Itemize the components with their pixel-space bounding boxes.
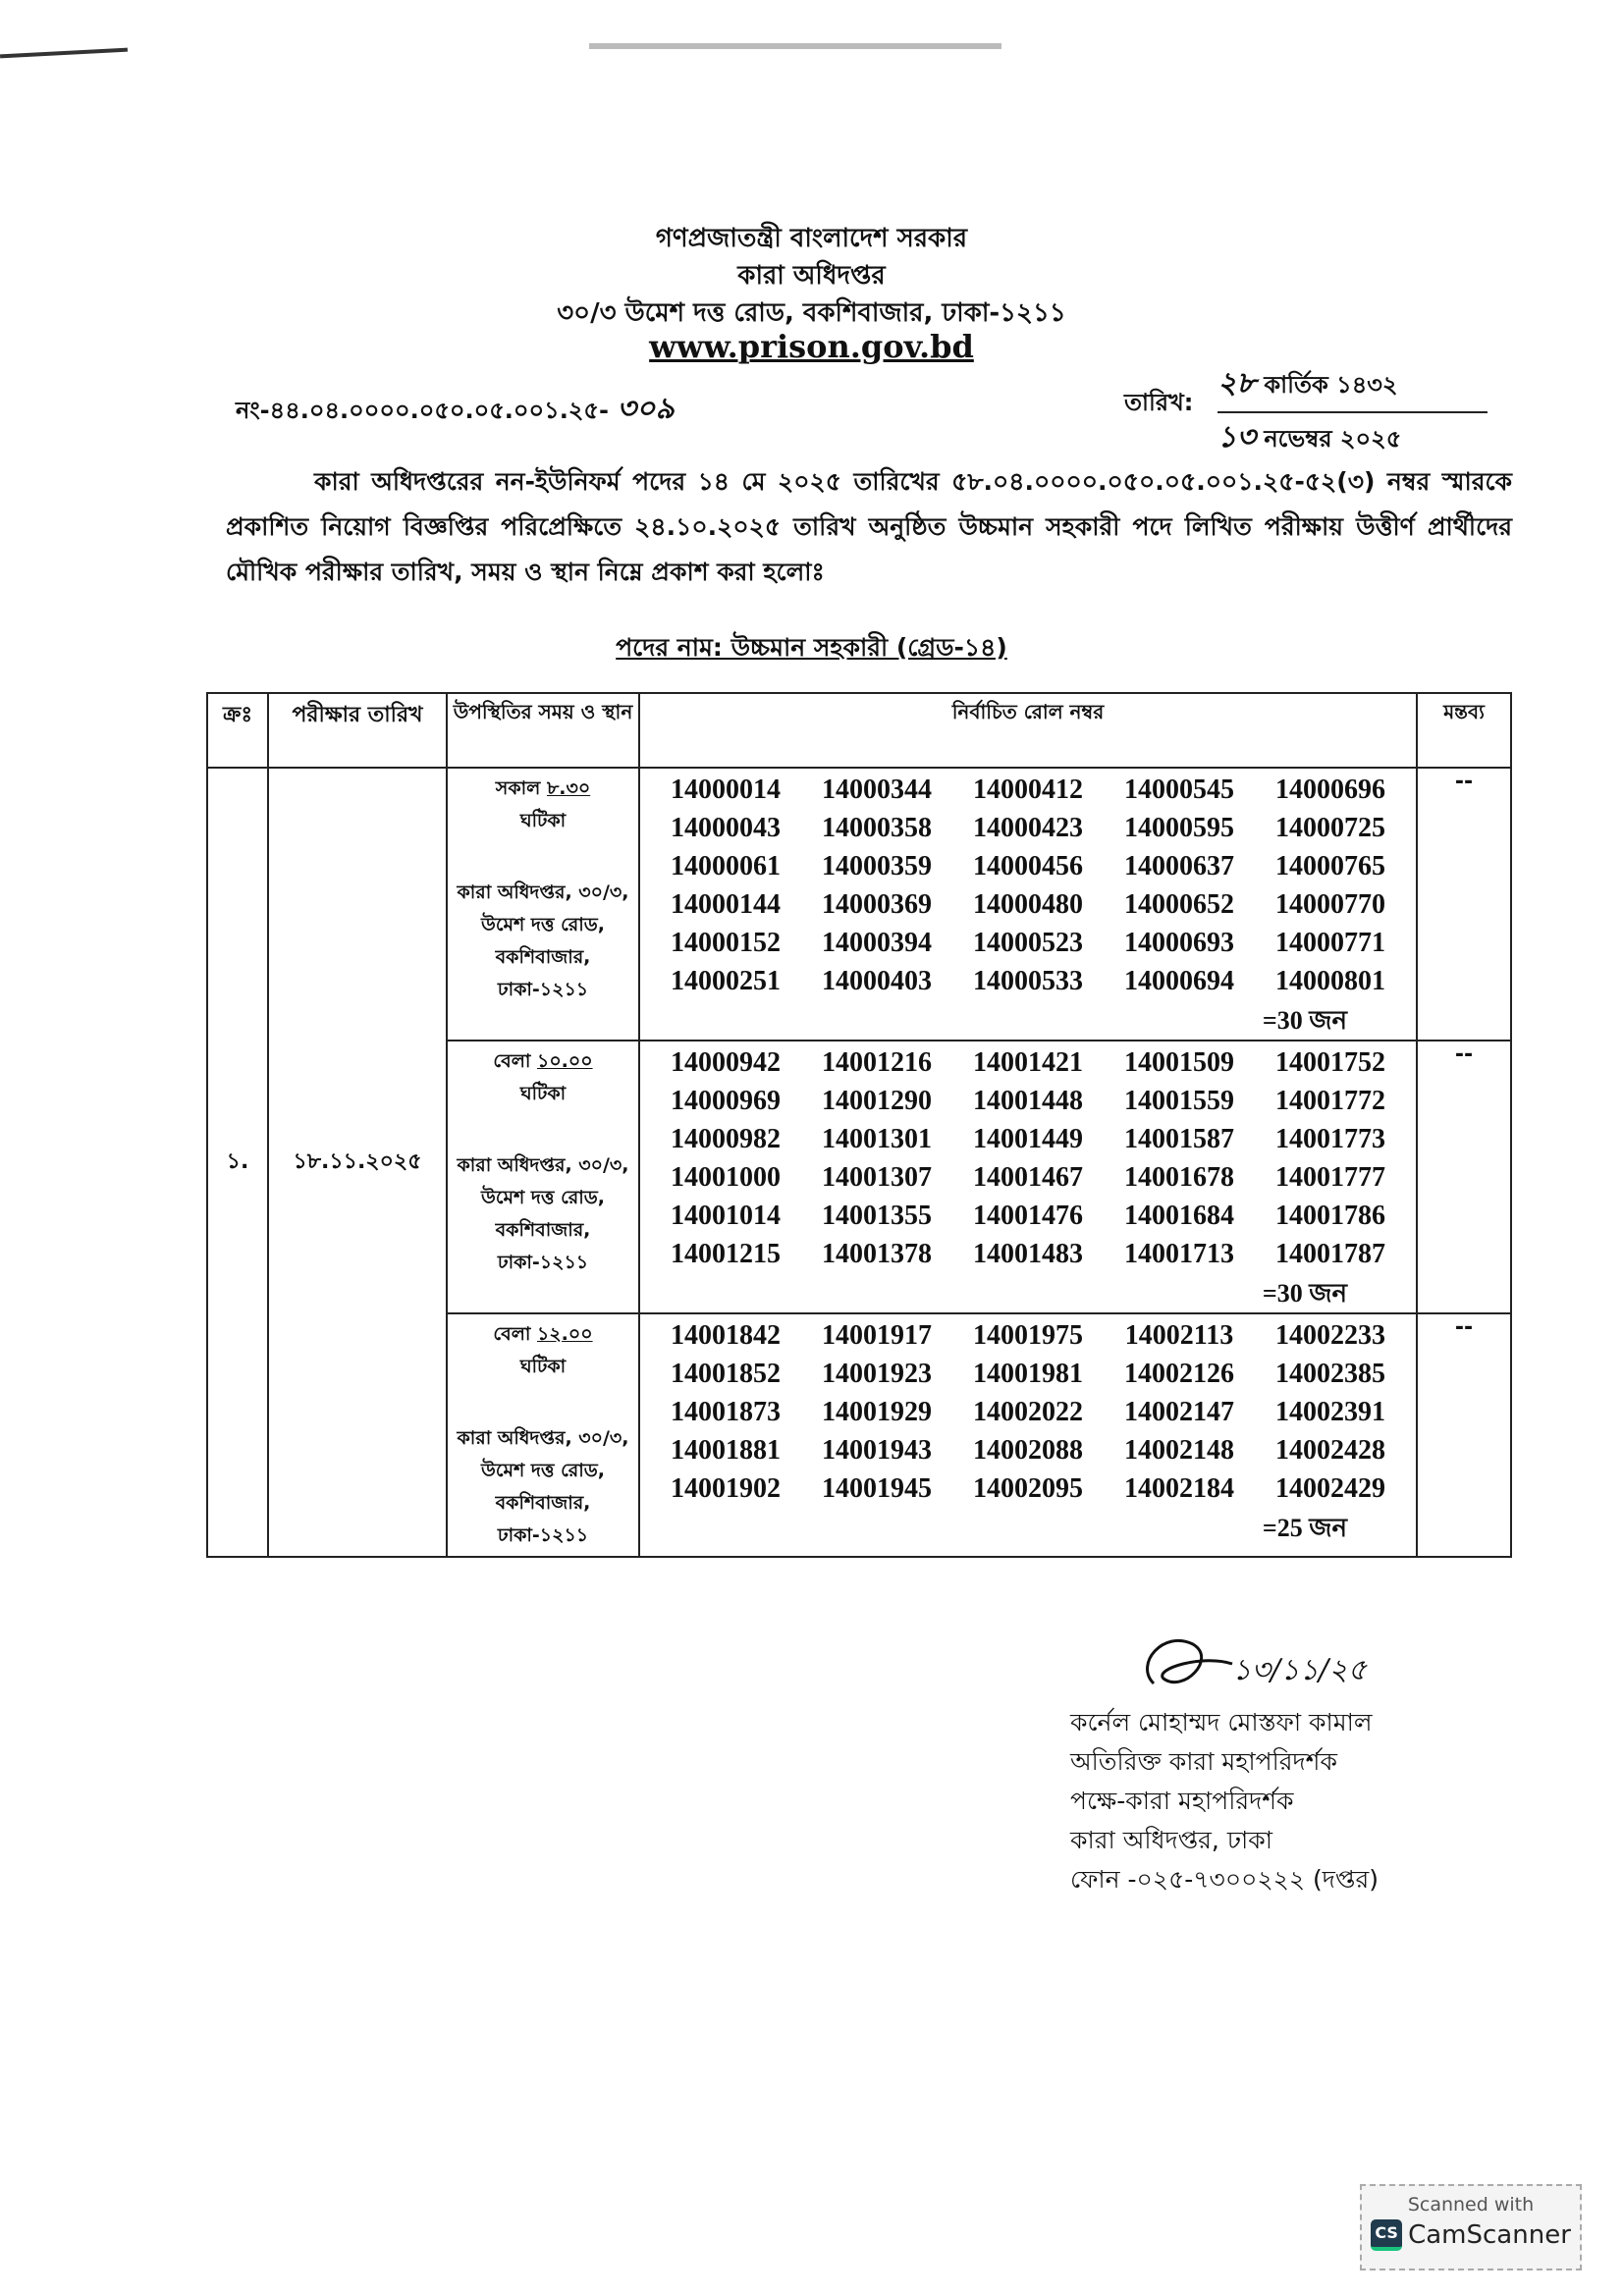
time-prefix: বেলা	[493, 1050, 531, 1072]
roll-number: 14002113	[1124, 1320, 1234, 1351]
serial-cell: ১.	[207, 768, 268, 1557]
header-time-place: উপস্থিতির সময় ও স্থান	[447, 693, 639, 768]
roll-number: 14000637	[1124, 851, 1234, 881]
exam-date-cell: ১৮.১১.২০২৫	[268, 768, 447, 1557]
date-english-day: ১৩	[1217, 420, 1256, 454]
roll-number: 14000801	[1275, 966, 1385, 996]
time-suffix: ঘটিকা	[519, 1356, 567, 1377]
roll-number: 14001216	[822, 1047, 932, 1078]
memo-date-label: তারিখ:	[1124, 389, 1194, 416]
roll-number: 14001301	[822, 1124, 932, 1154]
roll-number: 14000144	[671, 889, 781, 920]
roll-number: 14001559	[1124, 1086, 1234, 1116]
session-time	[452, 773, 634, 805]
session-time	[452, 1045, 634, 1078]
roll-number: 14001923	[822, 1359, 932, 1389]
roll-number: 14001448	[973, 1086, 1083, 1116]
header-remarks: মন্তব্য	[1417, 693, 1511, 768]
website-link[interactable]: www.prison.gov.bd	[649, 328, 974, 365]
roll-number: 14002022	[973, 1397, 1083, 1427]
body-paragraph: কারা অধিদপ্তরের নন-ইউনিফর্ম পদের ১৪ মে ২০২৫ তারিখের ৫৮.০৪.০০০০.০৫০.০৫.০০১.২৫-৫২(৩) নম্বর স্মারকে প্রকাশিত নিয়োগ বিজ্ঞপ্তির পরিপ্রেক্ষিতে ২৪.১০.২০২৫ তারিখ অনুষ্ঠিত উচ্চমান সহকারী পদে লিখিত পরীক্ষায় উত্তীর্ণ প্রার্থীদের মৌখিক পরীক্ষার তারিখ, সময় ও স্থান নিম্নে প্রকাশ করা হলোঃ	[226, 467, 1512, 586]
scan-edge-mark	[0, 48, 128, 59]
header-exam-date: পরীক্ষার তারিখ	[268, 693, 447, 768]
roll-number: 14000061	[671, 851, 781, 881]
department-name: কারা অধিদপ্তর	[737, 261, 886, 291]
roll-number: 14001975	[973, 1320, 1083, 1351]
roll-number: 14000523	[973, 928, 1083, 958]
roll-number: 14001787	[1275, 1239, 1385, 1269]
roll-number: 14001902	[671, 1473, 781, 1504]
time-suffix: ঘটিকা	[519, 810, 567, 831]
roll-number: 14001777	[1275, 1162, 1385, 1193]
roll-number: 14000969	[671, 1086, 781, 1116]
memo-ref-prefix: নং-৪৪.০৪.০০০০.০৫০.০৫.০০১.২৫-	[236, 397, 609, 424]
roll-number: 14001852	[671, 1359, 781, 1389]
roll-number: 14000771	[1275, 928, 1385, 958]
roll-numbers-cell	[639, 768, 1417, 1041]
roll-number: 14002391	[1275, 1397, 1385, 1427]
roll-number: 14000251	[671, 966, 781, 996]
roll-number: 14001509	[1124, 1047, 1234, 1078]
signatory-phone: ফোন -০২৫-৭৩০০২২২ (দপ্তর)	[1070, 1865, 1379, 1894]
camscanner-logo-icon: CS	[1371, 2219, 1402, 2251]
camscanner-brand	[1362, 2219, 1580, 2251]
roll-number: 14002126	[1124, 1359, 1234, 1389]
roll-number: 14000403	[822, 966, 932, 996]
handwritten-signature	[1124, 1625, 1380, 1703]
roll-number: 14000014	[671, 774, 781, 805]
candidate-total: =30 জন	[1262, 1279, 1347, 1308]
roll-number: 14000770	[1275, 889, 1385, 920]
memo-reference	[236, 385, 675, 435]
roll-number: 14002148	[1124, 1435, 1234, 1466]
roll-number: 14000480	[973, 889, 1083, 920]
roll-number: 14000423	[973, 813, 1083, 843]
memo-date	[1217, 359, 1488, 463]
roll-number: 14000043	[671, 813, 781, 843]
roll-number: 14000344	[822, 774, 932, 805]
roll-number: 14001678	[1124, 1162, 1234, 1193]
roll-number: 14001842	[671, 1320, 781, 1351]
roll-number: 14001786	[1275, 1201, 1385, 1231]
roll-number: 14001981	[973, 1359, 1083, 1389]
schedule-group-row	[207, 768, 1511, 1041]
signatory-office: কারা অধিদপ্তর, ঢাকা	[1070, 1826, 1272, 1854]
time-value: ১২.০০	[536, 1323, 593, 1345]
roll-number: 14000693	[1124, 928, 1234, 958]
roll-number: 14001873	[671, 1397, 781, 1427]
roll-number-grid	[650, 1043, 1406, 1273]
camscanner-watermark	[1360, 2184, 1582, 2270]
roll-number: 14000652	[1124, 889, 1234, 920]
roll-number: 14000369	[822, 889, 932, 920]
signatory-on-behalf: পক্ষে-কারা মহাপরিদর্শক	[1070, 1787, 1294, 1815]
table-header-row	[207, 693, 1511, 768]
roll-number: 14000456	[973, 851, 1083, 881]
roll-number: 14000595	[1124, 813, 1234, 843]
roll-number: 14001752	[1275, 1047, 1385, 1078]
roll-number: 14000152	[671, 928, 781, 958]
venue-text: কারা অধিদপ্তর, ৩০/৩, উমেশ দত্ত রোড, বকশিবাজার, ঢাকা-১২১১	[457, 1154, 629, 1273]
roll-number: 14002095	[973, 1473, 1083, 1504]
memo-ref-handwritten: ৩০৯	[617, 392, 675, 426]
viva-schedule-table	[206, 692, 1512, 1558]
roll-number: 14000765	[1275, 851, 1385, 881]
roll-number: 14001943	[822, 1435, 932, 1466]
roll-number: 14001014	[671, 1201, 781, 1231]
date-bangla-day: ২৮	[1217, 366, 1256, 400]
time-value: ১০.০০	[536, 1050, 593, 1072]
roll-number: 14001929	[822, 1397, 932, 1427]
roll-number: 14001772	[1275, 1086, 1385, 1116]
scanned-with-text: Scanned with	[1407, 2194, 1535, 2216]
signatory-designation: অতিরিক্ত কারা মহাপরিদর্শক	[1070, 1747, 1337, 1776]
header-rolls: নির্বাচিত রোল নম্বর	[639, 693, 1417, 768]
roll-number: 14000982	[671, 1124, 781, 1154]
remarks-cell: --	[1417, 768, 1511, 1041]
department-address: ৩০/৩ উমেশ দত্ত রোড, বকশিবাজার, ঢাকা-১২১১	[557, 298, 1066, 328]
roll-number: 14002233	[1275, 1320, 1385, 1351]
roll-number: 14001945	[822, 1473, 932, 1504]
roll-number: 14002184	[1124, 1473, 1234, 1504]
roll-number: 14000545	[1124, 774, 1234, 805]
roll-number: 14001917	[822, 1320, 932, 1351]
roll-number: 14000725	[1275, 813, 1385, 843]
government-name: গণপ্রজাতন্ত্রী বাংলাদেশ সরকার	[655, 224, 968, 253]
signatory-name: কর্নেল মোহাম্মদ মোস্তফা কামাল	[1070, 1708, 1373, 1736]
time-place-cell	[447, 1313, 639, 1557]
camscanner-name: CamScanner	[1408, 2220, 1571, 2250]
roll-number: 14001215	[671, 1239, 781, 1269]
date-bangla-month-year: কার্তিক ১৪৩২	[1264, 371, 1398, 399]
roll-number: 14001684	[1124, 1201, 1234, 1231]
roll-number: 14001378	[822, 1239, 932, 1269]
roll-numbers-cell	[639, 1041, 1417, 1313]
roll-number: 14000694	[1124, 966, 1234, 996]
roll-number: 14001467	[973, 1162, 1083, 1193]
roll-numbers-cell	[639, 1313, 1417, 1557]
signature-date: ১৩/১১/২৫	[1232, 1653, 1368, 1687]
remarks-cell: --	[1417, 1041, 1511, 1313]
roll-number: 14001449	[973, 1124, 1083, 1154]
time-place-cell	[447, 1041, 639, 1313]
roll-number: 14000358	[822, 813, 932, 843]
signatory-block	[1070, 1703, 1379, 1899]
scan-fold-shadow	[589, 43, 1001, 49]
candidate-total: =30 জন	[1262, 1006, 1347, 1035]
roll-number: 14002385	[1275, 1359, 1385, 1389]
time-value: ৮.৩০	[546, 777, 591, 799]
session-time	[452, 1318, 634, 1351]
roll-number: 14001307	[822, 1162, 932, 1193]
roll-number-grid	[650, 771, 1406, 1000]
roll-number: 14001421	[973, 1047, 1083, 1078]
remarks-cell: --	[1417, 1313, 1511, 1557]
roll-number: 14002428	[1275, 1435, 1385, 1466]
roll-number: 14000412	[973, 774, 1083, 805]
venue-text: কারা অধিদপ্তর, ৩০/৩, উমেশ দত্ত রোড, বকশিবাজার, ঢাকা-১২১১	[457, 1427, 629, 1546]
roll-number: 14001713	[1124, 1239, 1234, 1269]
roll-number: 14001355	[822, 1201, 932, 1231]
roll-number: 14000359	[822, 851, 932, 881]
roll-number: 14002147	[1124, 1397, 1234, 1427]
roll-number: 14001476	[973, 1201, 1083, 1231]
roll-number: 14002088	[973, 1435, 1083, 1466]
roll-number: 14001290	[822, 1086, 932, 1116]
time-prefix: বেলা	[493, 1323, 531, 1345]
roll-number: 14002429	[1275, 1473, 1385, 1504]
venue-text: কারা অধিদপ্তর, ৩০/৩, উমেশ দত্ত রোড, বকশিবাজার, ঢাকা-১২১১	[457, 881, 629, 1000]
roll-number: 14000942	[671, 1047, 781, 1078]
time-place-cell	[447, 768, 639, 1041]
roll-number: 14001483	[973, 1239, 1083, 1269]
roll-number: 14001000	[671, 1162, 781, 1193]
roll-number: 14001773	[1275, 1124, 1385, 1154]
time-prefix: সকাল	[495, 777, 541, 799]
time-suffix: ঘটিকা	[519, 1083, 567, 1104]
roll-number: 14000696	[1275, 774, 1385, 805]
date-english-month-year: নভেম্বর ২০২৫	[1264, 425, 1402, 453]
roll-number: 14001881	[671, 1435, 781, 1466]
post-title: পদের নাম: উচ্চমান সহকারী (গ্রেড-১৪)	[616, 633, 1007, 662]
date-english	[1217, 413, 1488, 463]
date-bangla	[1217, 359, 1488, 413]
roll-number: 14001587	[1124, 1124, 1234, 1154]
roll-number: 14000533	[973, 966, 1083, 996]
header-serial: ক্রঃ	[207, 693, 268, 768]
candidate-total: =25 জন	[1262, 1514, 1347, 1542]
roll-number: 14000394	[822, 928, 932, 958]
roll-number-grid	[650, 1316, 1406, 1508]
